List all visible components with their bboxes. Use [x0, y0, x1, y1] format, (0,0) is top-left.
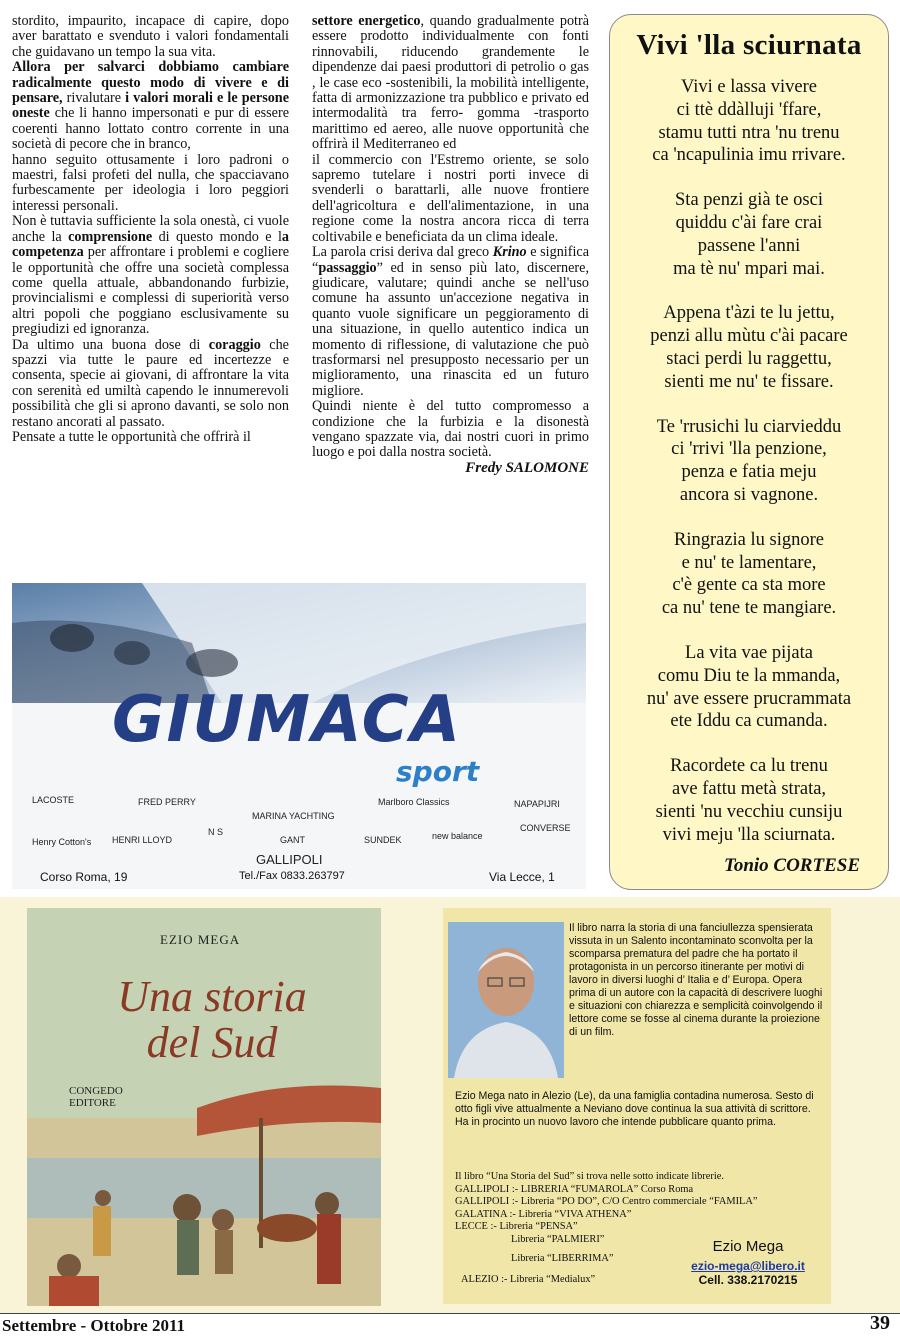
- article-paragraph: [12, 153, 289, 215]
- contact-name: Ezio Mega: [712, 1238, 784, 1255]
- poem-line: ca 'ncapulinia imu rrivare.: [652, 145, 846, 166]
- publisher-line-2: EDITORE: [69, 1097, 116, 1109]
- bookshop-intro: Il libro “Una Storia del Sud” si trova nelle sotto indicate librerie.: [455, 1171, 724, 1182]
- poem-line: vivi meju 'lla sciurnata.: [662, 824, 836, 845]
- poem-stanza: [618, 189, 880, 280]
- article-paragraph: [312, 14, 589, 153]
- poem-stanza: [618, 302, 880, 393]
- poem-line: La vita vae pijata: [685, 642, 813, 663]
- article-paragraph: [12, 60, 289, 152]
- poem-line: Ringrazia lu signore: [673, 529, 824, 550]
- text-run: a competenza: [12, 228, 289, 261]
- poem-stanza: [618, 642, 880, 733]
- book-title-line-2: del Sud: [146, 1018, 278, 1067]
- ad-address-2: Via Lecce, 1: [489, 870, 555, 884]
- footer-divider: [0, 1313, 900, 1314]
- poem-line: Sta penzi già te osci: [675, 190, 823, 211]
- poem-line: ancora si vagnone.: [679, 484, 819, 505]
- poem-line: penza e fatia meju: [681, 462, 817, 483]
- brand-logo: SUNDEK: [364, 835, 402, 845]
- book-description: Il libro narra la storia di una fanciullezza spensierata vissuta in un Salento incontaminato sconvolta per la scomparsa prematura del padre che ha portato il protagonista in un percorso itinerante per motivi di lavoro in diversi luoghi d’ Italia e d’ Europa. Opera prima di un autore con la capacità di descrivere luoghi e situazioni con chiarezza e semplicità coinvolgendo il lettore come se fosse al cinema durante la proiezione di un film.: [569, 922, 823, 1038]
- text-run: coraggio: [208, 336, 261, 353]
- poem-line: Te 'rrusichi lu ciarvieddu: [656, 416, 842, 437]
- article-paragraph: [312, 245, 589, 399]
- text-run: i valori morali e le persone oneste: [12, 90, 289, 122]
- poem-line: ci 'rrivi 'lla penzione,: [671, 439, 827, 460]
- text-run: Krino: [492, 244, 527, 261]
- poem-stanza: [618, 529, 880, 620]
- poem-line: stamu tutti ntra 'nu trenu: [658, 122, 840, 143]
- text-run: rivalutare: [62, 90, 126, 107]
- bookshop-item: Libreria “PALMIERI”: [511, 1233, 605, 1245]
- brand-logo: MARINA YACHTING: [252, 811, 335, 821]
- bookshop-item: GALATINA :- Libreria “VIVA ATHENA”: [455, 1208, 632, 1220]
- poem-line: ca nu' tene te mangiare.: [661, 598, 837, 619]
- footer-page-number: 39: [870, 1312, 890, 1334]
- poem-line: ave fattu metà strata,: [671, 778, 827, 799]
- poem-line: c'è gente ca sta more: [672, 575, 826, 596]
- text-run: hanno seguito ottusamente i loro padroni o maestri, falsi profeti del nulla, che spacciavano furbescamente per ideologia i loro peggiori interessi personali.: [12, 151, 289, 214]
- text-run: che li hanno impersonati e pur di essere coerenti hanno lottato contro corrente in una società di pecore che in branco,: [12, 105, 289, 153]
- poem-line: staci perdi lu raggettu,: [666, 348, 832, 369]
- brand-logo: Marlboro Classics: [378, 797, 450, 807]
- book-cover-title: [77, 974, 347, 1066]
- text-run: di questo mondo e l: [152, 228, 282, 245]
- text-run: stordito, impaurito, incapace di capire, dopo aver barattato e svenduto i valori fondamentali che guidavano un tempo la sua vita.: [12, 13, 289, 60]
- contact-phone: Cell. 338.2170215: [698, 1273, 798, 1287]
- brand-logo: N S: [208, 827, 224, 837]
- brand-logo: Henry Cotton's: [32, 837, 92, 847]
- text-run: , quando gradualmente potrà essere prodotto individualmente con fonti rinnovabili, riducendo grandemente le dipendenze dai paesi produttori di petrolio o gas , le case eco -sostenibili, la mobilità intelligente, fatta di armonizzazione tra pubblico e privato ed intermodalità tra ferro- gomma -trasporto marittimo ed aereo, alle nuove opportunità che offrirà il Mediterraneo ed: [312, 13, 589, 153]
- poem-line: ma tè nu' mpari mai.: [673, 258, 825, 279]
- poem-line: Appena t'àzi te lu jettu,: [663, 303, 835, 324]
- poem-line: sienti 'nu vecchiu cunsiju: [655, 801, 843, 822]
- author-bio: Ezio Mega nato in Alezio (Le), da una famiglia contadina numerosa. Sesto di otto figli vive attualmente a Neviano dove continua la sua attività di scrittore. Ha in procinto un nuovo lavoro che intende pubblicare quanto prima.: [455, 1090, 814, 1128]
- poem-line: nu' ave essere prucrammata: [646, 688, 852, 709]
- text-run: e significa “: [312, 244, 590, 276]
- poem-line: ete Iddu ca cumanda.: [670, 711, 828, 732]
- book-cover: [27, 908, 381, 1306]
- giumaca-advertisement: [12, 583, 586, 889]
- article-column-left: [12, 14, 289, 445]
- brand-logo: LACOSTE: [32, 795, 75, 805]
- bookshop-item-alezio: ALEZIO :- Libreria “Medialux”: [461, 1274, 596, 1285]
- ad-phone: Tel./Fax 0833.263797: [239, 870, 345, 882]
- brand-logo: GANT: [280, 835, 306, 845]
- bookshop-item: Libreria “LIBERRIMA”: [511, 1252, 614, 1264]
- book-info-card: [443, 908, 831, 1304]
- article-signature: Fredy SALOMONE: [465, 459, 589, 476]
- poem-author: Tonio CORTESE: [723, 855, 860, 876]
- article-column-right: [312, 14, 589, 476]
- ad-address-1: Corso Roma, 19: [40, 870, 128, 884]
- footer-issue-date: Settembre - Ottobre 2011: [2, 1316, 186, 1335]
- brand-logo: new balance: [432, 831, 483, 841]
- bookshop-item: LECCE :- Libreria “PENSA”: [455, 1221, 578, 1233]
- article-paragraph: [12, 338, 289, 430]
- text-run: il commercio con l'Estremo oriente, se solo sapremo tutelare i nostri porti invece di svenderli o barattarli, alle nuove frontiere dell'agricoltura e dell'alimentazione, in una regione come la nostra ancora ricca di terra coltivabile e beneficiata da un clima ideale.: [312, 151, 589, 245]
- text-run: La parola crisi deriva dal greco: [312, 244, 493, 261]
- article-paragraph: [12, 214, 289, 337]
- ad-brand-sport: sport: [396, 755, 480, 788]
- text-run: passaggio: [318, 259, 377, 276]
- text-run: Pensate a tutte le opportunità che offrirà il: [12, 428, 251, 445]
- poem-line: sienti me nu' te fissare.: [664, 371, 834, 392]
- poem-box: [609, 14, 889, 890]
- ad-brand-name: GIUMACA: [112, 683, 463, 757]
- poem-title: Vivi 'lla sciurnata: [636, 29, 862, 61]
- poem-line: Vivi e lassa vivere: [680, 77, 818, 97]
- poem-line: penzi allu mùtu c'ài pacare: [650, 326, 848, 347]
- brand-logo: FRED PERRY: [138, 797, 196, 807]
- article-paragraph: [12, 430, 289, 445]
- text-run: Allora per salvarci dobbiamo cambiare radicalmente questo modo di vivere e di pensare,: [12, 59, 289, 107]
- article-paragraph: [312, 153, 589, 245]
- poem-line: ci ttè ddàlluji 'ffare,: [676, 99, 822, 120]
- bookshop-item: GALLIPOLI :- Libreria “PO DO”, C/O Centro commerciale “FAMILA”: [455, 1196, 758, 1208]
- author-contact: [673, 1238, 823, 1287]
- brand-logo: CONVERSE: [520, 823, 571, 833]
- contact-email-link[interactable]: ezio-mega@libero.it: [691, 1259, 805, 1273]
- book-cover-author: EZIO MEGA: [160, 932, 241, 947]
- text-run: Non è tuttavia sufficiente la sola onestà, ci vuole anche la: [12, 213, 289, 245]
- text-run: per affrontare i problemi e cogliere le opportunità che offre una società complessa come quella attuale, abbandonando furbizie, provincialismi e complessi di superiorità verso altri popoli che poggiano esclusivamente su pregiudizi ed ignoranza.: [12, 244, 289, 338]
- article-paragraph: [312, 399, 589, 461]
- brand-logo: NAPAPIJRI: [514, 799, 560, 809]
- poem-stanzas: [618, 76, 880, 846]
- poem-line: comu Diu te la mmanda,: [657, 665, 841, 686]
- poem-line: passene l'anni: [697, 235, 801, 256]
- ad-city: GALLIPOLI: [256, 852, 323, 867]
- book-cover-publisher: [69, 1085, 123, 1109]
- book-title-line-1: Una storia: [117, 972, 307, 1021]
- poem-stanza: [618, 755, 880, 846]
- poem-line: quiddu c'ài fare crai: [675, 212, 823, 233]
- text-run: settore energetico: [312, 13, 421, 29]
- text-run: che spazzi via tutte le paure ed incertezze e consenta, specie ai giovani, di affrontare la vita con serenità ed umiltà capendo le innumerevoli possibilità che gli si aprono davanti, se solo non restano ancorati al passato.: [12, 336, 289, 430]
- brand-logo: HENRI LLOYD: [112, 835, 173, 845]
- article-paragraph: [12, 14, 289, 60]
- text-run: Quindi niente è del tutto compromesso a condizione che la furbizia e la disonestà vengano spazzate via, dai nostri cuori in primo luogo e poi dalla nostra società.: [312, 398, 589, 461]
- author-photo: [448, 922, 564, 1078]
- poem-line: Racordete ca lu trenu: [670, 756, 828, 777]
- text-run: Da ultimo una buona dose di: [12, 336, 209, 353]
- text-run: ” ed in senso più lato, discernere, giudicare, valutare; quindi anche se nell'uso comune ha assunto un'accezione negativa in quanto vuole significare un peggioramento di una situazione, in quello autentico indica un momento di riflessione, di valutazione che può trasformarsi nel presupposto necessario per un miglioramento, una rinascita ed un futuro migliore.: [312, 259, 589, 399]
- publisher-line-1: CONGEDO: [69, 1085, 123, 1097]
- bookshop-item: GALLIPOLI :- LIBRERIA “FUMAROLA” Corso Roma: [455, 1183, 694, 1195]
- text-run: comprensione: [68, 228, 153, 245]
- book-promotion: [0, 897, 900, 1313]
- poem-line: e nu' te lamentare,: [681, 552, 817, 573]
- poem-stanza: [618, 416, 880, 507]
- poem-stanza: [618, 76, 880, 167]
